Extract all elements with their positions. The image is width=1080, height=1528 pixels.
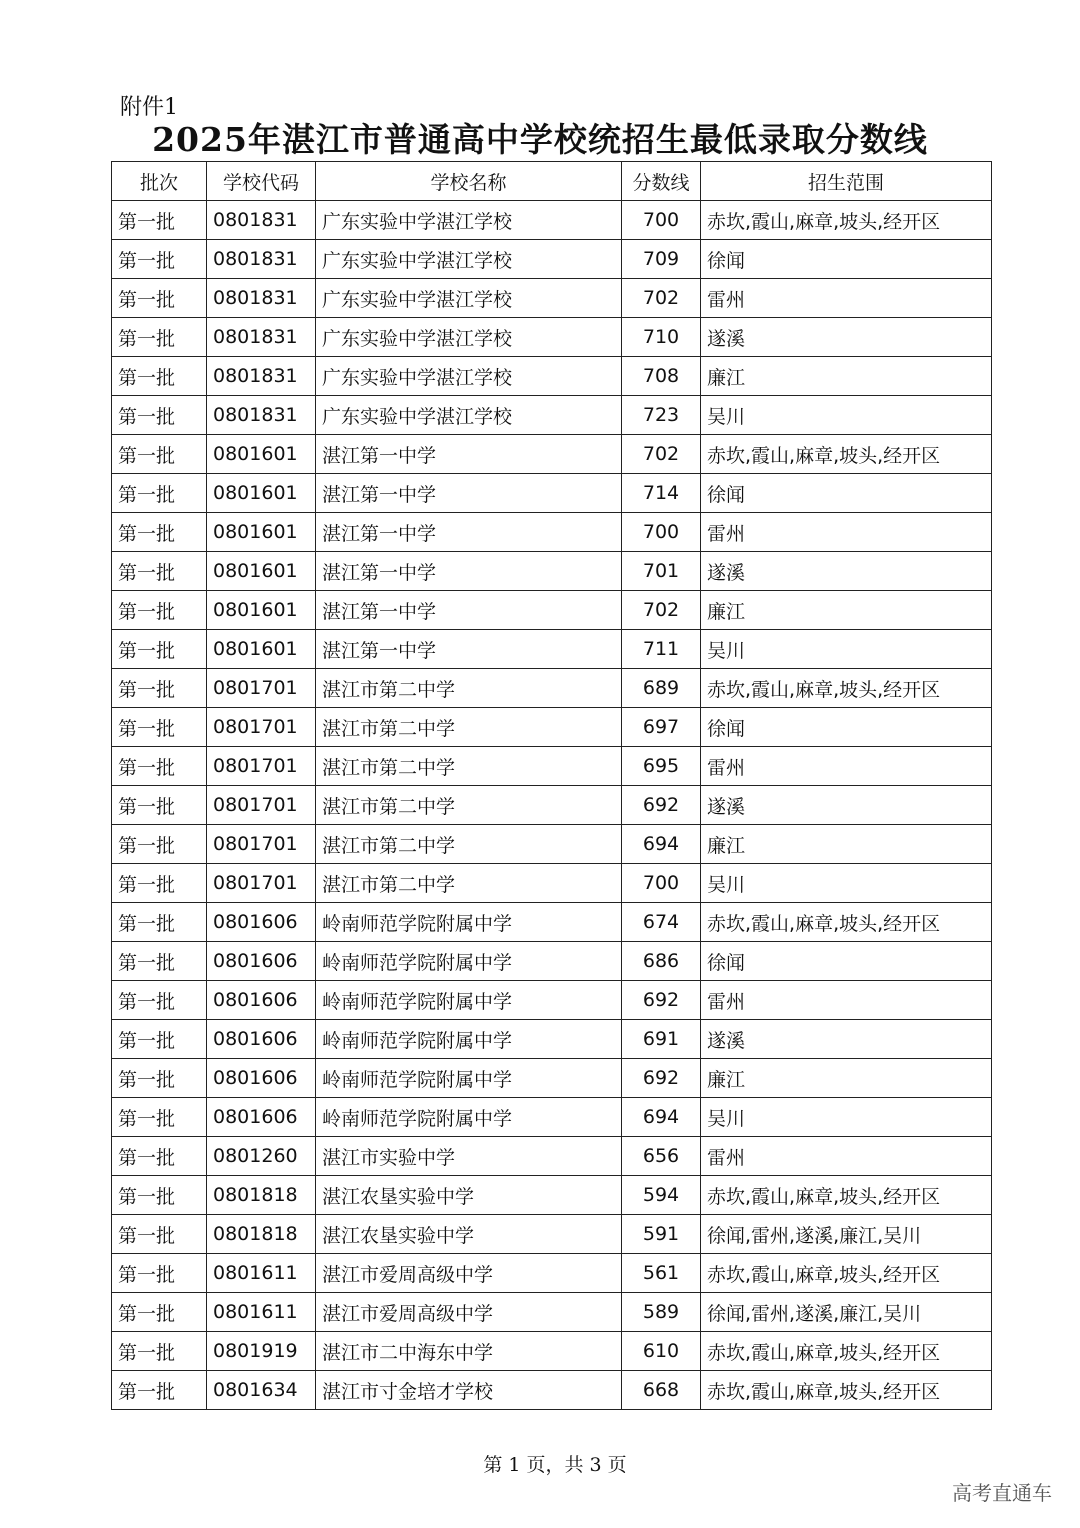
table-row — [112, 708, 992, 747]
cell-score: 692 — [622, 981, 701, 1020]
cell-school-name: 岭南师范学院附属中学 — [316, 1020, 622, 1059]
cell-school-code: 0801701 — [207, 669, 316, 708]
cell-school-code: 0801606 — [207, 1059, 316, 1098]
cell-batch: 第一批 — [112, 669, 207, 708]
cell-score: 711 — [622, 630, 701, 669]
cell-school-name: 湛江市实验中学 — [316, 1137, 622, 1176]
cell-school-code: 0801606 — [207, 903, 316, 942]
table-row — [112, 474, 992, 513]
cell-batch: 第一批 — [112, 396, 207, 435]
cell-score: 702 — [622, 591, 701, 630]
cell-range: 吴川 — [701, 1098, 992, 1137]
table-row — [112, 1098, 992, 1137]
cell-school-code: 0801260 — [207, 1137, 316, 1176]
table-row — [112, 240, 992, 279]
cell-batch: 第一批 — [112, 201, 207, 240]
cell-batch: 第一批 — [112, 903, 207, 942]
cell-school-code: 0801701 — [207, 708, 316, 747]
table-row — [112, 1059, 992, 1098]
cell-range: 雷州 — [701, 279, 992, 318]
cell-school-name: 湛江市寸金培才学校 — [316, 1371, 622, 1410]
cell-school-code: 0801818 — [207, 1215, 316, 1254]
table-row — [112, 1215, 992, 1254]
cell-range: 赤坎,霞山,麻章,坡头,经开区 — [701, 1254, 992, 1293]
cell-batch: 第一批 — [112, 1293, 207, 1332]
cell-school-code: 0801831 — [207, 240, 316, 279]
cell-school-name: 广东实验中学湛江学校 — [316, 318, 622, 357]
cell-school-name: 湛江农垦实验中学 — [316, 1176, 622, 1215]
cell-range: 徐闻 — [701, 942, 992, 981]
cell-batch: 第一批 — [112, 552, 207, 591]
cell-score: 710 — [622, 318, 701, 357]
table-row — [112, 786, 992, 825]
cell-school-code: 0801919 — [207, 1332, 316, 1371]
cell-batch: 第一批 — [112, 1059, 207, 1098]
cell-range: 雷州 — [701, 981, 992, 1020]
cell-range: 遂溪 — [701, 1020, 992, 1059]
cell-school-code: 0801611 — [207, 1293, 316, 1332]
table-row — [112, 357, 992, 396]
cell-batch: 第一批 — [112, 1098, 207, 1137]
cell-range: 吴川 — [701, 396, 992, 435]
cell-score: 674 — [622, 903, 701, 942]
cell-batch: 第一批 — [112, 864, 207, 903]
table-row — [112, 396, 992, 435]
cell-range: 徐闻 — [701, 240, 992, 279]
cell-school-code: 0801611 — [207, 1254, 316, 1293]
cell-batch: 第一批 — [112, 1020, 207, 1059]
header-score: 分数线 — [622, 162, 701, 201]
table-body — [112, 201, 992, 1410]
cell-school-name: 湛江市第二中学 — [316, 708, 622, 747]
cell-school-name: 广东实验中学湛江学校 — [316, 279, 622, 318]
cell-score: 700 — [622, 513, 701, 552]
cell-school-name: 湛江第一中学 — [316, 513, 622, 552]
cell-score: 723 — [622, 396, 701, 435]
cell-batch: 第一批 — [112, 942, 207, 981]
cell-school-name: 湛江农垦实验中学 — [316, 1215, 622, 1254]
cell-score: 689 — [622, 669, 701, 708]
cell-range: 廉江 — [701, 825, 992, 864]
cell-school-code: 0801601 — [207, 513, 316, 552]
table-row — [112, 318, 992, 357]
cell-score: 700 — [622, 864, 701, 903]
cell-school-name: 湛江第一中学 — [316, 474, 622, 513]
cell-score: 709 — [622, 240, 701, 279]
table-row — [112, 201, 992, 240]
cell-score: 656 — [622, 1137, 701, 1176]
table-row — [112, 630, 992, 669]
cell-range: 雷州 — [701, 747, 992, 786]
cell-range: 赤坎,霞山,麻章,坡头,经开区 — [701, 435, 992, 474]
cell-batch: 第一批 — [112, 981, 207, 1020]
table-row — [112, 903, 992, 942]
document-title: 2025年湛江市普通高中学校统招生最低录取分数线 — [152, 120, 928, 159]
score-table — [111, 161, 992, 1410]
cell-score: 695 — [622, 747, 701, 786]
cell-score: 700 — [622, 201, 701, 240]
table-row — [112, 669, 992, 708]
table-row — [112, 552, 992, 591]
table-row — [112, 1371, 992, 1410]
header-school-name: 学校名称 — [316, 162, 622, 201]
cell-school-name: 湛江第一中学 — [316, 435, 622, 474]
cell-score: 594 — [622, 1176, 701, 1215]
cell-range: 遂溪 — [701, 786, 992, 825]
table-row — [112, 435, 992, 474]
cell-range: 徐闻,雷州,遂溪,廉江,吴川 — [701, 1293, 992, 1332]
cell-batch: 第一批 — [112, 1332, 207, 1371]
cell-batch: 第一批 — [112, 630, 207, 669]
table-row — [112, 1137, 992, 1176]
cell-school-name: 岭南师范学院附属中学 — [316, 942, 622, 981]
cell-range: 赤坎,霞山,麻章,坡头,经开区 — [701, 1176, 992, 1215]
cell-score: 692 — [622, 1059, 701, 1098]
cell-school-code: 0801831 — [207, 201, 316, 240]
watermark: 高考直通车 — [952, 1481, 1052, 1505]
table-row — [112, 981, 992, 1020]
cell-school-name: 广东实验中学湛江学校 — [316, 240, 622, 279]
cell-score: 692 — [622, 786, 701, 825]
cell-school-name: 湛江市第二中学 — [316, 825, 622, 864]
cell-school-code: 0801831 — [207, 357, 316, 396]
cell-batch: 第一批 — [112, 825, 207, 864]
table-row — [112, 513, 992, 552]
cell-score: 697 — [622, 708, 701, 747]
cell-school-code: 0801701 — [207, 825, 316, 864]
cell-range: 雷州 — [701, 513, 992, 552]
cell-batch: 第一批 — [112, 1254, 207, 1293]
cell-batch: 第一批 — [112, 279, 207, 318]
cell-school-code: 0801601 — [207, 435, 316, 474]
attachment-label: 附件1 — [120, 95, 178, 120]
cell-range: 廉江 — [701, 1059, 992, 1098]
cell-range: 遂溪 — [701, 552, 992, 591]
cell-school-code: 0801606 — [207, 1098, 316, 1137]
cell-score: 589 — [622, 1293, 701, 1332]
header-school-code: 学校代码 — [207, 162, 316, 201]
cell-school-code: 0801701 — [207, 747, 316, 786]
cell-batch: 第一批 — [112, 1215, 207, 1254]
cell-school-name: 湛江市第二中学 — [316, 747, 622, 786]
cell-range: 徐闻 — [701, 474, 992, 513]
cell-school-code: 0801606 — [207, 981, 316, 1020]
cell-score: 694 — [622, 825, 701, 864]
cell-school-name: 湛江第一中学 — [316, 630, 622, 669]
cell-batch: 第一批 — [112, 1137, 207, 1176]
cell-score: 708 — [622, 357, 701, 396]
cell-score: 714 — [622, 474, 701, 513]
cell-range: 赤坎,霞山,麻章,坡头,经开区 — [701, 1332, 992, 1371]
cell-score: 686 — [622, 942, 701, 981]
cell-school-name: 湛江市第二中学 — [316, 864, 622, 903]
cell-range: 赤坎,霞山,麻章,坡头,经开区 — [701, 669, 992, 708]
cell-batch: 第一批 — [112, 240, 207, 279]
cell-batch: 第一批 — [112, 708, 207, 747]
cell-range: 赤坎,霞山,麻章,坡头,经开区 — [701, 903, 992, 942]
cell-score: 591 — [622, 1215, 701, 1254]
cell-school-code: 0801701 — [207, 864, 316, 903]
cell-batch: 第一批 — [112, 747, 207, 786]
cell-score: 610 — [622, 1332, 701, 1371]
cell-school-name: 湛江第一中学 — [316, 552, 622, 591]
cell-school-code: 0801831 — [207, 318, 316, 357]
cell-school-code: 0801606 — [207, 942, 316, 981]
cell-batch: 第一批 — [112, 1371, 207, 1410]
cell-school-name: 广东实验中学湛江学校 — [316, 201, 622, 240]
cell-school-name: 岭南师范学院附属中学 — [316, 981, 622, 1020]
cell-score: 702 — [622, 435, 701, 474]
cell-school-name: 广东实验中学湛江学校 — [316, 396, 622, 435]
cell-score: 668 — [622, 1371, 701, 1410]
table-row — [112, 1254, 992, 1293]
table-row — [112, 825, 992, 864]
cell-school-name: 湛江市第二中学 — [316, 786, 622, 825]
cell-range: 遂溪 — [701, 318, 992, 357]
table-row — [112, 1176, 992, 1215]
cell-batch: 第一批 — [112, 357, 207, 396]
cell-score: 702 — [622, 279, 701, 318]
cell-batch: 第一批 — [112, 591, 207, 630]
table-row — [112, 591, 992, 630]
table-row — [112, 1293, 992, 1332]
cell-school-name: 岭南师范学院附属中学 — [316, 903, 622, 942]
cell-batch: 第一批 — [112, 318, 207, 357]
cell-school-code: 0801606 — [207, 1020, 316, 1059]
cell-school-name: 湛江第一中学 — [316, 591, 622, 630]
cell-batch: 第一批 — [112, 1176, 207, 1215]
cell-school-code: 0801701 — [207, 786, 316, 825]
cell-school-name: 湛江市第二中学 — [316, 669, 622, 708]
cell-range: 廉江 — [701, 357, 992, 396]
table-row — [112, 1332, 992, 1371]
cell-range: 赤坎,霞山,麻章,坡头,经开区 — [701, 1371, 992, 1410]
cell-range: 徐闻,雷州,遂溪,廉江,吴川 — [701, 1215, 992, 1254]
cell-school-name: 岭南师范学院附属中学 — [316, 1059, 622, 1098]
cell-school-code: 0801831 — [207, 396, 316, 435]
cell-score: 561 — [622, 1254, 701, 1293]
cell-range: 廉江 — [701, 591, 992, 630]
cell-school-name: 湛江市爱周高级中学 — [316, 1254, 622, 1293]
cell-school-code: 0801818 — [207, 1176, 316, 1215]
table-row — [112, 279, 992, 318]
cell-range: 徐闻 — [701, 708, 992, 747]
table-header-row — [112, 162, 992, 201]
cell-range: 雷州 — [701, 1137, 992, 1176]
cell-school-code: 0801634 — [207, 1371, 316, 1410]
cell-school-name: 岭南师范学院附属中学 — [316, 1098, 622, 1137]
cell-range: 吴川 — [701, 864, 992, 903]
cell-score: 694 — [622, 1098, 701, 1137]
header-range: 招生范围 — [701, 162, 992, 201]
cell-school-name: 湛江市爱周高级中学 — [316, 1293, 622, 1332]
cell-school-name: 湛江市二中海东中学 — [316, 1332, 622, 1371]
cell-range: 吴川 — [701, 630, 992, 669]
header-batch: 批次 — [112, 162, 207, 201]
table-row — [112, 1020, 992, 1059]
table-row — [112, 942, 992, 981]
cell-batch: 第一批 — [112, 786, 207, 825]
table-row — [112, 747, 992, 786]
table-row — [112, 864, 992, 903]
cell-school-code: 0801601 — [207, 630, 316, 669]
page-footer: 第 1 页，共 3 页 — [483, 1454, 627, 1476]
cell-range: 赤坎,霞山,麻章,坡头,经开区 — [701, 201, 992, 240]
cell-batch: 第一批 — [112, 435, 207, 474]
cell-score: 691 — [622, 1020, 701, 1059]
cell-school-code: 0801601 — [207, 591, 316, 630]
cell-school-code: 0801601 — [207, 552, 316, 591]
cell-batch: 第一批 — [112, 513, 207, 552]
cell-batch: 第一批 — [112, 474, 207, 513]
cell-school-code: 0801601 — [207, 474, 316, 513]
cell-school-code: 0801831 — [207, 279, 316, 318]
cell-school-name: 广东实验中学湛江学校 — [316, 357, 622, 396]
cell-score: 701 — [622, 552, 701, 591]
